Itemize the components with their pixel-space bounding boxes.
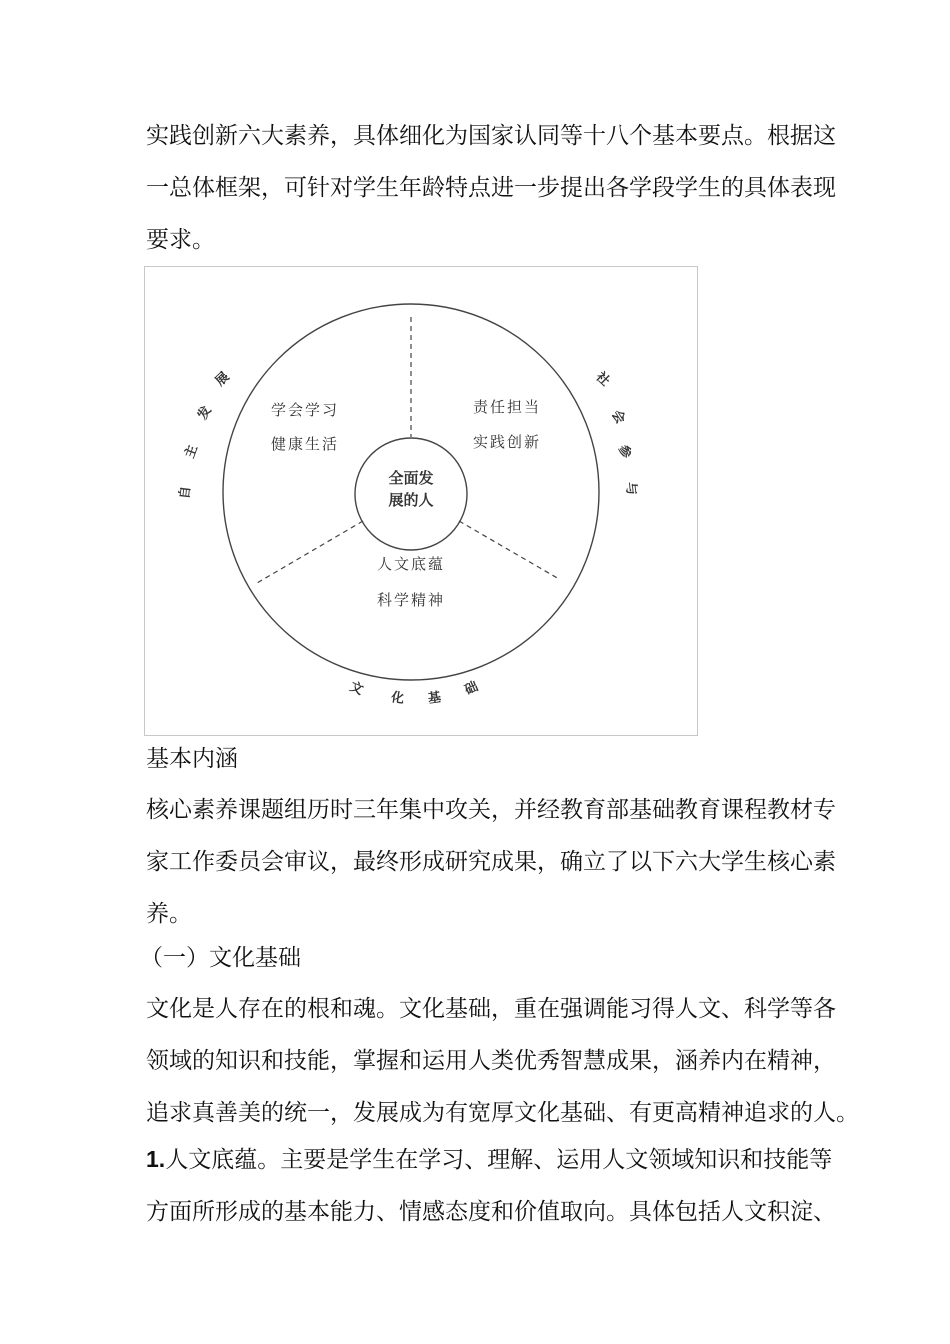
text-line: 方面所形成的基本能力、情感态度和价值取向。具体包括人文积淀、 [146,1199,836,1225]
intro-paragraph [146,110,836,266]
diagram-svg [145,267,697,735]
arc-right-char-4: 与 [623,481,640,496]
item-number: 1. [146,1146,166,1172]
paragraph-core-literacy [146,784,836,940]
text-line: 一总体框架，可针对学生年龄特点进一步提出各学段学生的具体表现 [146,175,836,201]
section-heading [140,932,810,984]
caption-text: 基本内涵 [146,746,238,772]
sector-right-2: 实践创新 [472,433,542,451]
arc-left-char-3: 发 [194,403,214,423]
arc-bottom-char-2: 化 [390,689,406,706]
paragraph-humanistic-heritage [146,1133,836,1238]
arc-left-char-1: 自 [176,485,193,500]
sector-right-1: 责任担当 [472,398,542,416]
core-literacy-diagram [144,266,698,736]
text-line: 养。 [146,901,192,927]
item-text: 人文底蕴。主要是学生在学习、理解、运用人文领域知识和技能等 [165,1147,833,1173]
text-line: 文化是人存在的根和魂。文化基础，重在强调能习得人文、科学等各 [146,996,836,1022]
arc-bottom-char-3: 基 [426,689,442,706]
text-line: 要求。 [146,227,215,253]
sector-bottom-2: 科学精神 [376,591,446,609]
arc-right-char-2: 会 [609,407,629,427]
sector-left-2: 健康生活 [270,435,340,453]
center-label-1: 全面发 [388,470,434,487]
paragraph-cultural-foundation [146,983,859,1139]
text-line: 追求真善美的统一，发展成为有宽厚文化基础、有更高精神追求的人。 [146,1100,859,1126]
sector-left-1: 学会学习 [270,401,340,419]
text-line [146,1133,833,1186]
arc-right-char-1: 社 [593,368,614,389]
sector-bottom-1: 人文底蕴 [376,555,446,573]
text-line: 实践创新六大素养，具体细化为国家认同等十八个基本要点。根据这 [146,123,836,149]
arc-bottom-char-1: 文 [347,678,366,698]
divider-right [459,521,559,579]
divider-left [257,521,363,583]
arc-right-char-3: 参 [615,442,635,461]
center-label-2: 展的人 [388,492,434,509]
arc-left-char-4: 展 [211,368,232,389]
figure-caption [146,733,816,785]
text-line: 核心素养课题组历时三年集中攻关，并经教育部基础教育课程教材专 [146,797,836,823]
arc-bottom-char-4: 础 [462,678,481,698]
text-line: 家工作委员会审议，最终形成研究成果，确立了以下六大学生核心素 [146,849,836,875]
text-line: 领域的知识和技能，掌握和运用人类优秀智慧成果，涵养内在精神， [146,1048,836,1074]
section-heading-text: （一）文化基础 [140,945,301,971]
arc-left-char-2: 主 [181,442,201,461]
